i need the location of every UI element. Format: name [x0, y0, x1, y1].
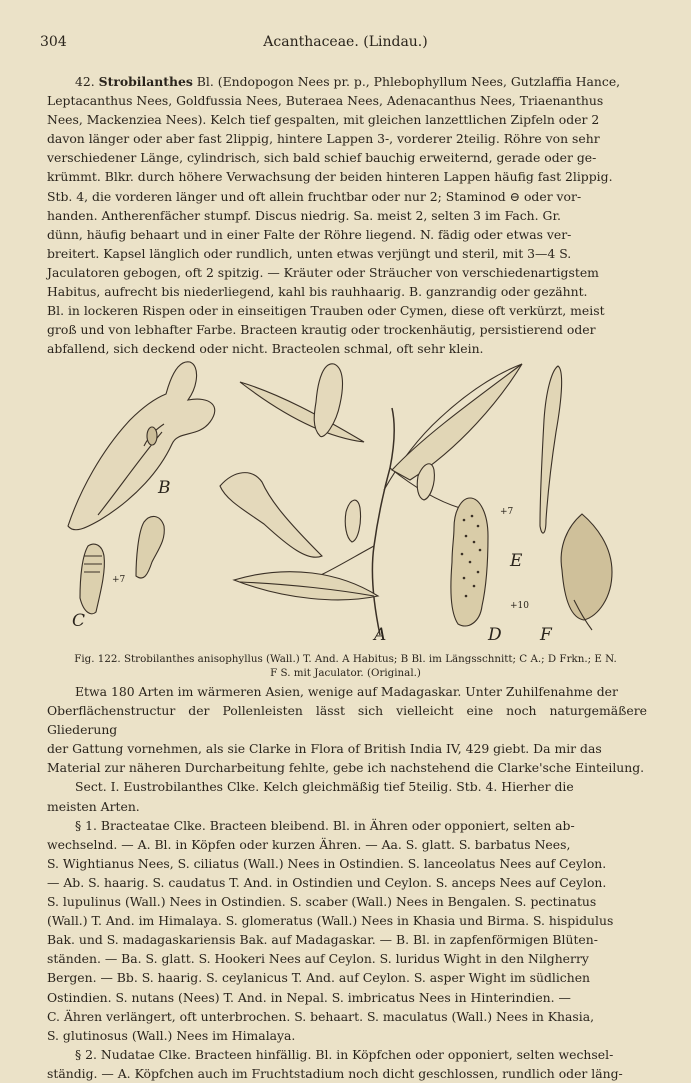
magnification-c: +7	[112, 575, 126, 585]
body-line: Material zur näheren Durcharbeitung fehlte, gebe ich nachstehend die Clarke'sche Einteilung.	[47, 760, 645, 776]
genus-author: Bl.	[196, 74, 214, 89]
body-line: C. Ähren verlängert, oft unterbrochen. S. behaart. S. maculatus (Wall.) Nees in Khasia,	[47, 1008, 595, 1024]
genus-line: Leptacanthus Nees, Goldfussia Nees, Buteraea Nees, Adenacanthus Nees, Triaenanthus	[47, 93, 604, 109]
body-line: Bergen. — Bb. S. haarig. S. ceylanicus T. And. auf Ceylon. S. asper Wight im südlichen	[47, 970, 591, 986]
figure-label-b: B	[158, 478, 171, 498]
genus-line: abfallend, sich deckend oder nicht. Bracteolen schmal, oft sehr klein.	[47, 341, 484, 357]
genus-line: Jaculatoren gebogen, oft 2 spitzig. — Kräuter oder Sträucher von verschiedenartigstem	[47, 264, 599, 280]
body-line: der Gattung vornehmen, als sie Clarke in Flora of British India IV, 429 giebt. Da mir das	[47, 741, 602, 757]
magnification-d: +10	[510, 601, 529, 611]
subsection-heading: § 2. Nudatae Clke. Bracteen hinfällig. Bl. in Köpfchen oder opponiert, selten wechsel-	[75, 1046, 614, 1062]
figure-label-d: D	[488, 625, 502, 645]
subsection-heading: § 1. Bracteatae Clke. Bracteen bleibend. Bl. in Ähren oder opponiert, selten ab-	[75, 817, 575, 833]
genus-line: Stb. 4, die vorderen länger und oft allein fruchtbar oder nur 2; Staminod ⊖ oder vor-	[47, 188, 582, 204]
genus-line: davon länger oder aber fast 2lippig, hintere Lappen 3-, vorderer 2teilig. Röhre von sehr	[47, 131, 600, 147]
figure-label-e: E	[510, 551, 523, 571]
seed-drawing	[561, 514, 612, 630]
ovary-drawing	[451, 498, 488, 626]
figure-caption	[40, 652, 651, 680]
genus-line: dünn, häufig behaart und in einer Falte der Röhre liegend. N. fädig oder etwas ver-	[47, 226, 572, 242]
genus-line: Bl. in lockeren Rispen oder in einseitigen Trauben oder Cymen, diese oft verkürzt, meist	[47, 303, 605, 319]
body-line: (Wall.) T. And. im Himalaya. S. glomeratus (Wall.) Nees in Khasia und Birma. S. hispidulus	[47, 913, 614, 929]
genus-first-line	[47, 72, 647, 91]
magnification-e: +7	[500, 507, 514, 517]
figure-label-f: F	[540, 625, 552, 645]
genus-paragraph	[47, 72, 647, 358]
caption-line: F S. mit Jaculator. (Original.)	[270, 667, 421, 679]
body-line: S. Wightianus Nees, S. ciliatus (Wall.) Nees in Ostindien. S. lanceolatus Nees auf Ceylon.	[47, 855, 607, 871]
genus-name: Strobilanthes	[98, 74, 193, 89]
running-title: Acanthaceae. (Lindau.)	[263, 34, 428, 50]
genus-line: krümmt. Blkr. durch höhere Verwachsung der beiden hinteren Lappen häufig fast 2lippig.	[47, 169, 613, 185]
body-line: — Ab. S. haarig. S. caudatus T. And. in Ostindien und Ceylon. S. anceps Nees auf Ceylon.	[47, 874, 607, 890]
caption-line: Fig. 122. Strobilanthes anisophyllus (Wall.) T. And. A Habitus; B Bl. im Längsschnitt; C A.; D Frkn.; E N.	[74, 653, 617, 665]
body-line: S. lupulinus (Wall.) Nees in Ostindien. S. scaber (Wall.) Nees in Bengalen. S. pectinatus	[47, 894, 597, 910]
botanical-illustration	[40, 350, 651, 645]
page-number: 304	[40, 34, 67, 50]
body-line: Etwa 180 Arten im wärmeren Asien, wenige auf Madagaskar. Unter Zuhilfenahme der	[75, 684, 618, 699]
body-line: Ostindien. S. nutans (Nees) T. And. in Nepal. S. imbricatus Nees in Hinterindien. —	[47, 989, 571, 1005]
page-header	[40, 34, 651, 54]
body-line: wechselnd. — A. Bl. in Köpfen oder kurzen Ähren. — Aa. S. glatt. S. barbatus Nees,	[47, 836, 571, 852]
genus-line: breitert. Kapsel länglich oder rundlich, unten etwas verjüngt und steril, mit 3—4 S.	[47, 245, 572, 261]
flower-section-drawing	[68, 362, 215, 530]
genus-line: (Endopogon Nees pr. p., Phlebophyllum Nees, Gutzlaffia Hance,	[217, 74, 621, 89]
figure-label-c: C	[72, 611, 86, 631]
section-heading: Sect. I. Eustrobilanthes Clke. Kelch gleichmäßig tief 5teilig. Stb. 4. Hierher die	[75, 779, 574, 795]
figure-label-a: A	[374, 625, 387, 645]
genus-line: handen. Antherenfächer stumpf. Discus niedrig. Sa. meist 2, selten 3 im Fach. Gr.	[47, 207, 561, 223]
body-line: Oberflächenstructur der Pollenleisten lässt sich vielleicht eine noch naturgemäßere Gliederung	[47, 703, 647, 738]
body-line: S. glutinosus (Wall.) Nees im Himalaya.	[47, 1027, 296, 1043]
species-text	[47, 682, 647, 1083]
genus-line: verschiedener Länge, cylindrisch, sich bald schief bauchig erweiternd, gerade oder ge-	[47, 150, 597, 166]
genus-number: 42.	[75, 74, 95, 89]
genus-line: groß und von lebhafter Farbe. Bracteen krautig oder trockenhäutig, persistierend oder	[47, 322, 596, 338]
body-line: Bak. und S. madagaskariensis Bak. auf Madagaskar. — B. Bl. in zapfenförmigen Blüten-	[47, 932, 598, 948]
body-line: ständen. — Ba. S. glatt. S. Hookeri Nees auf Ceylon. S. luridus Wight in den Nilgherry	[47, 951, 589, 967]
body-line: ständig. — A. Köpfchen auch im Fruchtstadium noch dicht geschlossen, rundlich oder läng-	[47, 1065, 623, 1081]
stigma-drawing	[540, 366, 562, 533]
genus-line: Habitus, aufrecht bis niederliegend, kahl bis rauhhaarig. B. ganzrandig oder gezähnt.	[47, 284, 588, 300]
anther-drawing	[80, 516, 164, 613]
body-line: meisten Arten.	[47, 798, 140, 814]
genus-line: Nees, Mackenziea Nees). Kelch tief gespalten, mit gleichen lanzettlichen Zipfeln oder 2	[47, 112, 600, 128]
